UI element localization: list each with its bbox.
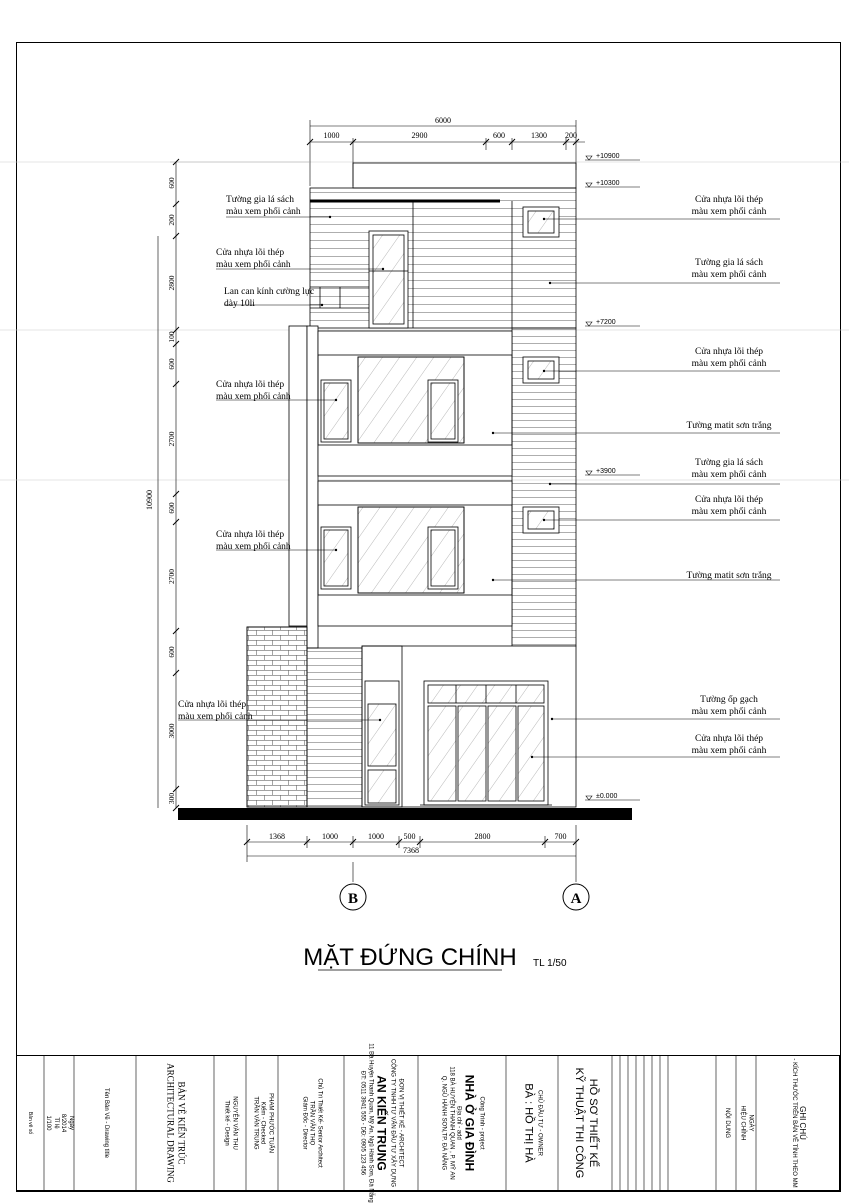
left-note-line1: Lan can kính cường lực (224, 287, 315, 297)
left-note-line1: Cửa nhựa lõi thép (216, 248, 285, 258)
leader-dot (335, 399, 337, 401)
scale-label: Tỉ lệ (53, 1117, 59, 1129)
left-note-line1: Tường gia lá sách (226, 195, 294, 205)
bottom-dim-segment: 700 (554, 832, 567, 841)
notes-cell (756, 1055, 840, 1191)
leader-dot (543, 519, 545, 521)
left-dim-segment: 2700 (167, 569, 176, 584)
revision-date: NGÀY (747, 1114, 754, 1132)
right-note-line2: màu xem phối cảnh (691, 707, 767, 717)
right-note-line2: màu xem phối cảnh (691, 470, 767, 480)
leader-dot (492, 432, 494, 434)
owner-cell (506, 1055, 558, 1191)
level-text: +10900 (596, 153, 620, 160)
level-symbol (586, 322, 592, 326)
leader-dot (549, 483, 551, 485)
company-full: CÔNG TY TNHH TƯ VẤN ĐẦU TƯ XÂY DỰNG (390, 1058, 396, 1188)
chief-cell (278, 1055, 344, 1191)
level-text: +7200 (596, 319, 616, 326)
top-dim-segment: 600 (493, 131, 505, 140)
title-block (16, 1043, 840, 1203)
left-dim-segment: 3000 (167, 723, 176, 739)
leader-dot (549, 282, 551, 284)
parapet-top (353, 163, 576, 188)
date-label: Ngày (68, 1115, 74, 1131)
right-note-line1: Tường gia lá sách (695, 458, 763, 468)
address-line2: Q. NGŨ HÀNH SƠN,TP. ĐÀ NẴNG (441, 1075, 447, 1171)
date-scale-cell (44, 1055, 74, 1191)
right-note-line1: Cửa nhựa lõi thép (694, 734, 764, 744)
leader-dot (382, 268, 384, 270)
brick-wall (247, 627, 307, 807)
right-note-line1: Tường ốp gạch (700, 695, 758, 705)
left-note-line2: màu xem phối cảnh (226, 207, 301, 217)
unit-label: ĐƠN VỊ THIẾT KẾ - ARCHITECT (397, 1078, 404, 1168)
revision-content-cell (716, 1055, 736, 1191)
drawing-name-label-cell (74, 1055, 136, 1191)
right-note-line1: Tường matit sơn trắng (686, 421, 772, 431)
left-dim-segment: 600 (167, 177, 176, 189)
bottom-dim-segment: 1368 (269, 832, 285, 841)
date-value: 8/2014 (60, 1113, 67, 1133)
leader-dot (321, 304, 323, 306)
company-cell (344, 1043, 418, 1203)
left-note-line2: dày 10li (224, 299, 255, 309)
right-note-line1: Cửa nhựa lõi thép (694, 495, 764, 505)
designer-role: Thiết kế - Design (224, 1100, 230, 1146)
right-note-line1: Tường gia lá sách (695, 258, 763, 268)
director-role: Giám Đốc - Director (301, 1096, 308, 1150)
axis-a-label: A (570, 891, 582, 907)
chief-name: TRẦN VĂN THỌ (308, 1100, 315, 1146)
left-note-line1: Cửa nhựa lõi thép (178, 700, 247, 710)
axis-bubbles (340, 884, 589, 910)
right-note-line1: Cửa nhựa lõi thép (694, 347, 764, 357)
leader-dot (543, 370, 545, 372)
company-addr: 11 Bà Huyện Thanh Quan, Mỹ An, Ngũ Hành Sơn, Đà Nẵng (367, 1043, 374, 1203)
revision-content: NỘI DUNG (723, 1108, 730, 1138)
left-note-line2: màu xem phối cảnh (216, 542, 291, 552)
level-symbol (586, 183, 592, 187)
checker-role: Kiểm - Checked (259, 1101, 266, 1145)
checker-name: PHAM PHƯỚC TUẤN (267, 1093, 274, 1153)
right-note-line2: màu xem phối cảnh (691, 507, 767, 517)
bottom-dim-segment: 500 (403, 832, 416, 841)
owner-label: CHỦ ĐẦU TƯ - OWNER (536, 1089, 543, 1157)
level-symbol (586, 796, 592, 800)
right-note-line1: Tường matit sơn trắng (686, 571, 772, 581)
top-dim-segment: 2900 (411, 131, 428, 140)
right-note-line2: màu xem phối cảnh (691, 207, 767, 217)
left-dim-segment: 2800 (167, 275, 176, 291)
left-note-line2: màu xem phối cảnh (216, 260, 291, 270)
drawing-scale: TL 1/50 (533, 958, 567, 969)
drawing-name-cell (136, 1055, 214, 1191)
bottom-dim-segment: 2800 (474, 832, 491, 841)
level-symbol (586, 156, 592, 160)
left-dim-segment: 2700 (167, 431, 176, 447)
bottom-dim-total: 7368 (403, 846, 419, 855)
revision-cell (736, 1055, 756, 1191)
top-dim-total: 6000 (435, 116, 451, 125)
leader-dot (379, 719, 381, 721)
left-dim-segment: 100 (167, 331, 176, 343)
sheet-label: Bản vẽ số (27, 1111, 34, 1135)
left-dim-segment: 600 (167, 502, 176, 514)
bottom-dim-segment: 1000 (368, 832, 384, 841)
right-note-line2: màu xem phối cảnh (691, 746, 767, 756)
project-label: Công Trình - project (478, 1096, 485, 1150)
left-note-line1: Cửa nhựa lõi thép (216, 530, 285, 540)
right-note-line2: màu xem phối cảnh (691, 270, 767, 280)
top-dim-segment: 1300 (531, 131, 547, 140)
axis-b-label: B (347, 891, 359, 907)
address-label: Địa chỉ - add (456, 1106, 462, 1140)
leader-dot (492, 579, 494, 581)
left-dim-total: 10900 (145, 490, 154, 510)
leader-dot (335, 549, 337, 551)
drawing-name-en: ARCHITECTURAL DRAWING (165, 1063, 175, 1183)
level-text: +10300 (596, 180, 620, 187)
top-dim-segment: 1000 (323, 131, 340, 140)
level-markers (585, 153, 640, 800)
left-pilaster (289, 326, 307, 626)
notes-text: - KÍCH THƯỚC TRÊN BẢN VẼ TÍNH THEO MM (790, 1058, 797, 1188)
owner-name: BÀ : HỒ THỊ HÀ (523, 1083, 536, 1163)
left-note-line2: màu xem phối cảnh (178, 712, 253, 722)
address-line1: 118 BÀ HUYỆN THANH QUAN , P. MỸ AN (448, 1066, 455, 1180)
level-text: +3900 (596, 468, 616, 475)
leader-dot (531, 756, 533, 758)
right-note-line1: Cửa nhựa lõi thép (694, 195, 764, 205)
sheet-number-cell (16, 1055, 44, 1191)
left-dim-segment: 300 (167, 792, 176, 805)
stage-cell (558, 1055, 612, 1191)
level-text: ±0.000 (596, 793, 618, 800)
stage-line1: HỒ SƠ THIẾT KẾ (586, 1078, 599, 1168)
drawing-name-vi: BẢN VẼ KIẾN TRÚC (176, 1081, 187, 1165)
drawing-title: MẶT ĐỨNG CHÍNH (303, 944, 517, 971)
revision-label: HIỆU CHỈNH (740, 1105, 746, 1141)
checker2-name: TRẦN VĂN TRUNG (252, 1096, 259, 1150)
left-dim-segment: 600 (167, 358, 176, 370)
left-dim-segment: 200 (167, 214, 176, 226)
scale-value: 1/100 (45, 1115, 52, 1131)
leader-dot (551, 718, 553, 720)
bottom-dim-segment: 1000 (322, 832, 338, 841)
notes-label: GHI CHÚ (797, 1106, 807, 1140)
stage-line2: KỸ THUẬT THI CÔNG (573, 1067, 585, 1179)
ground-slab (178, 808, 632, 820)
right-note-line2: màu xem phối cảnh (691, 359, 767, 369)
top-dim-segment: 200 (565, 131, 577, 140)
chief-role: Chủ Trì Thiết Kế- Senior Architect (316, 1078, 323, 1168)
project-cell (418, 1055, 506, 1191)
building-facade (247, 163, 576, 807)
company-name: AN KIẾN TRUNG (374, 1075, 389, 1171)
left-note-line1: Cửa nhựa lõi thép (216, 380, 285, 390)
checker-cell (246, 1055, 278, 1191)
designer-name: NGUYỄN VĂN THU (231, 1096, 238, 1150)
company-contact: ĐT: 0511 3941 555 - DĐ: 0905 123 456 (360, 1070, 366, 1176)
leader-dot (329, 216, 331, 218)
drawing-name-label: Tên Bản Vẽ - Drawing title (102, 1087, 109, 1159)
project-name: NHÀ Ở GIA ĐÌNH (463, 1074, 477, 1172)
designer-cell (214, 1055, 246, 1191)
leader-dot (543, 218, 545, 220)
left-note-line2: màu xem phối cảnh (216, 392, 291, 402)
level-symbol (586, 471, 592, 475)
left-dim-segment: 600 (167, 646, 176, 658)
